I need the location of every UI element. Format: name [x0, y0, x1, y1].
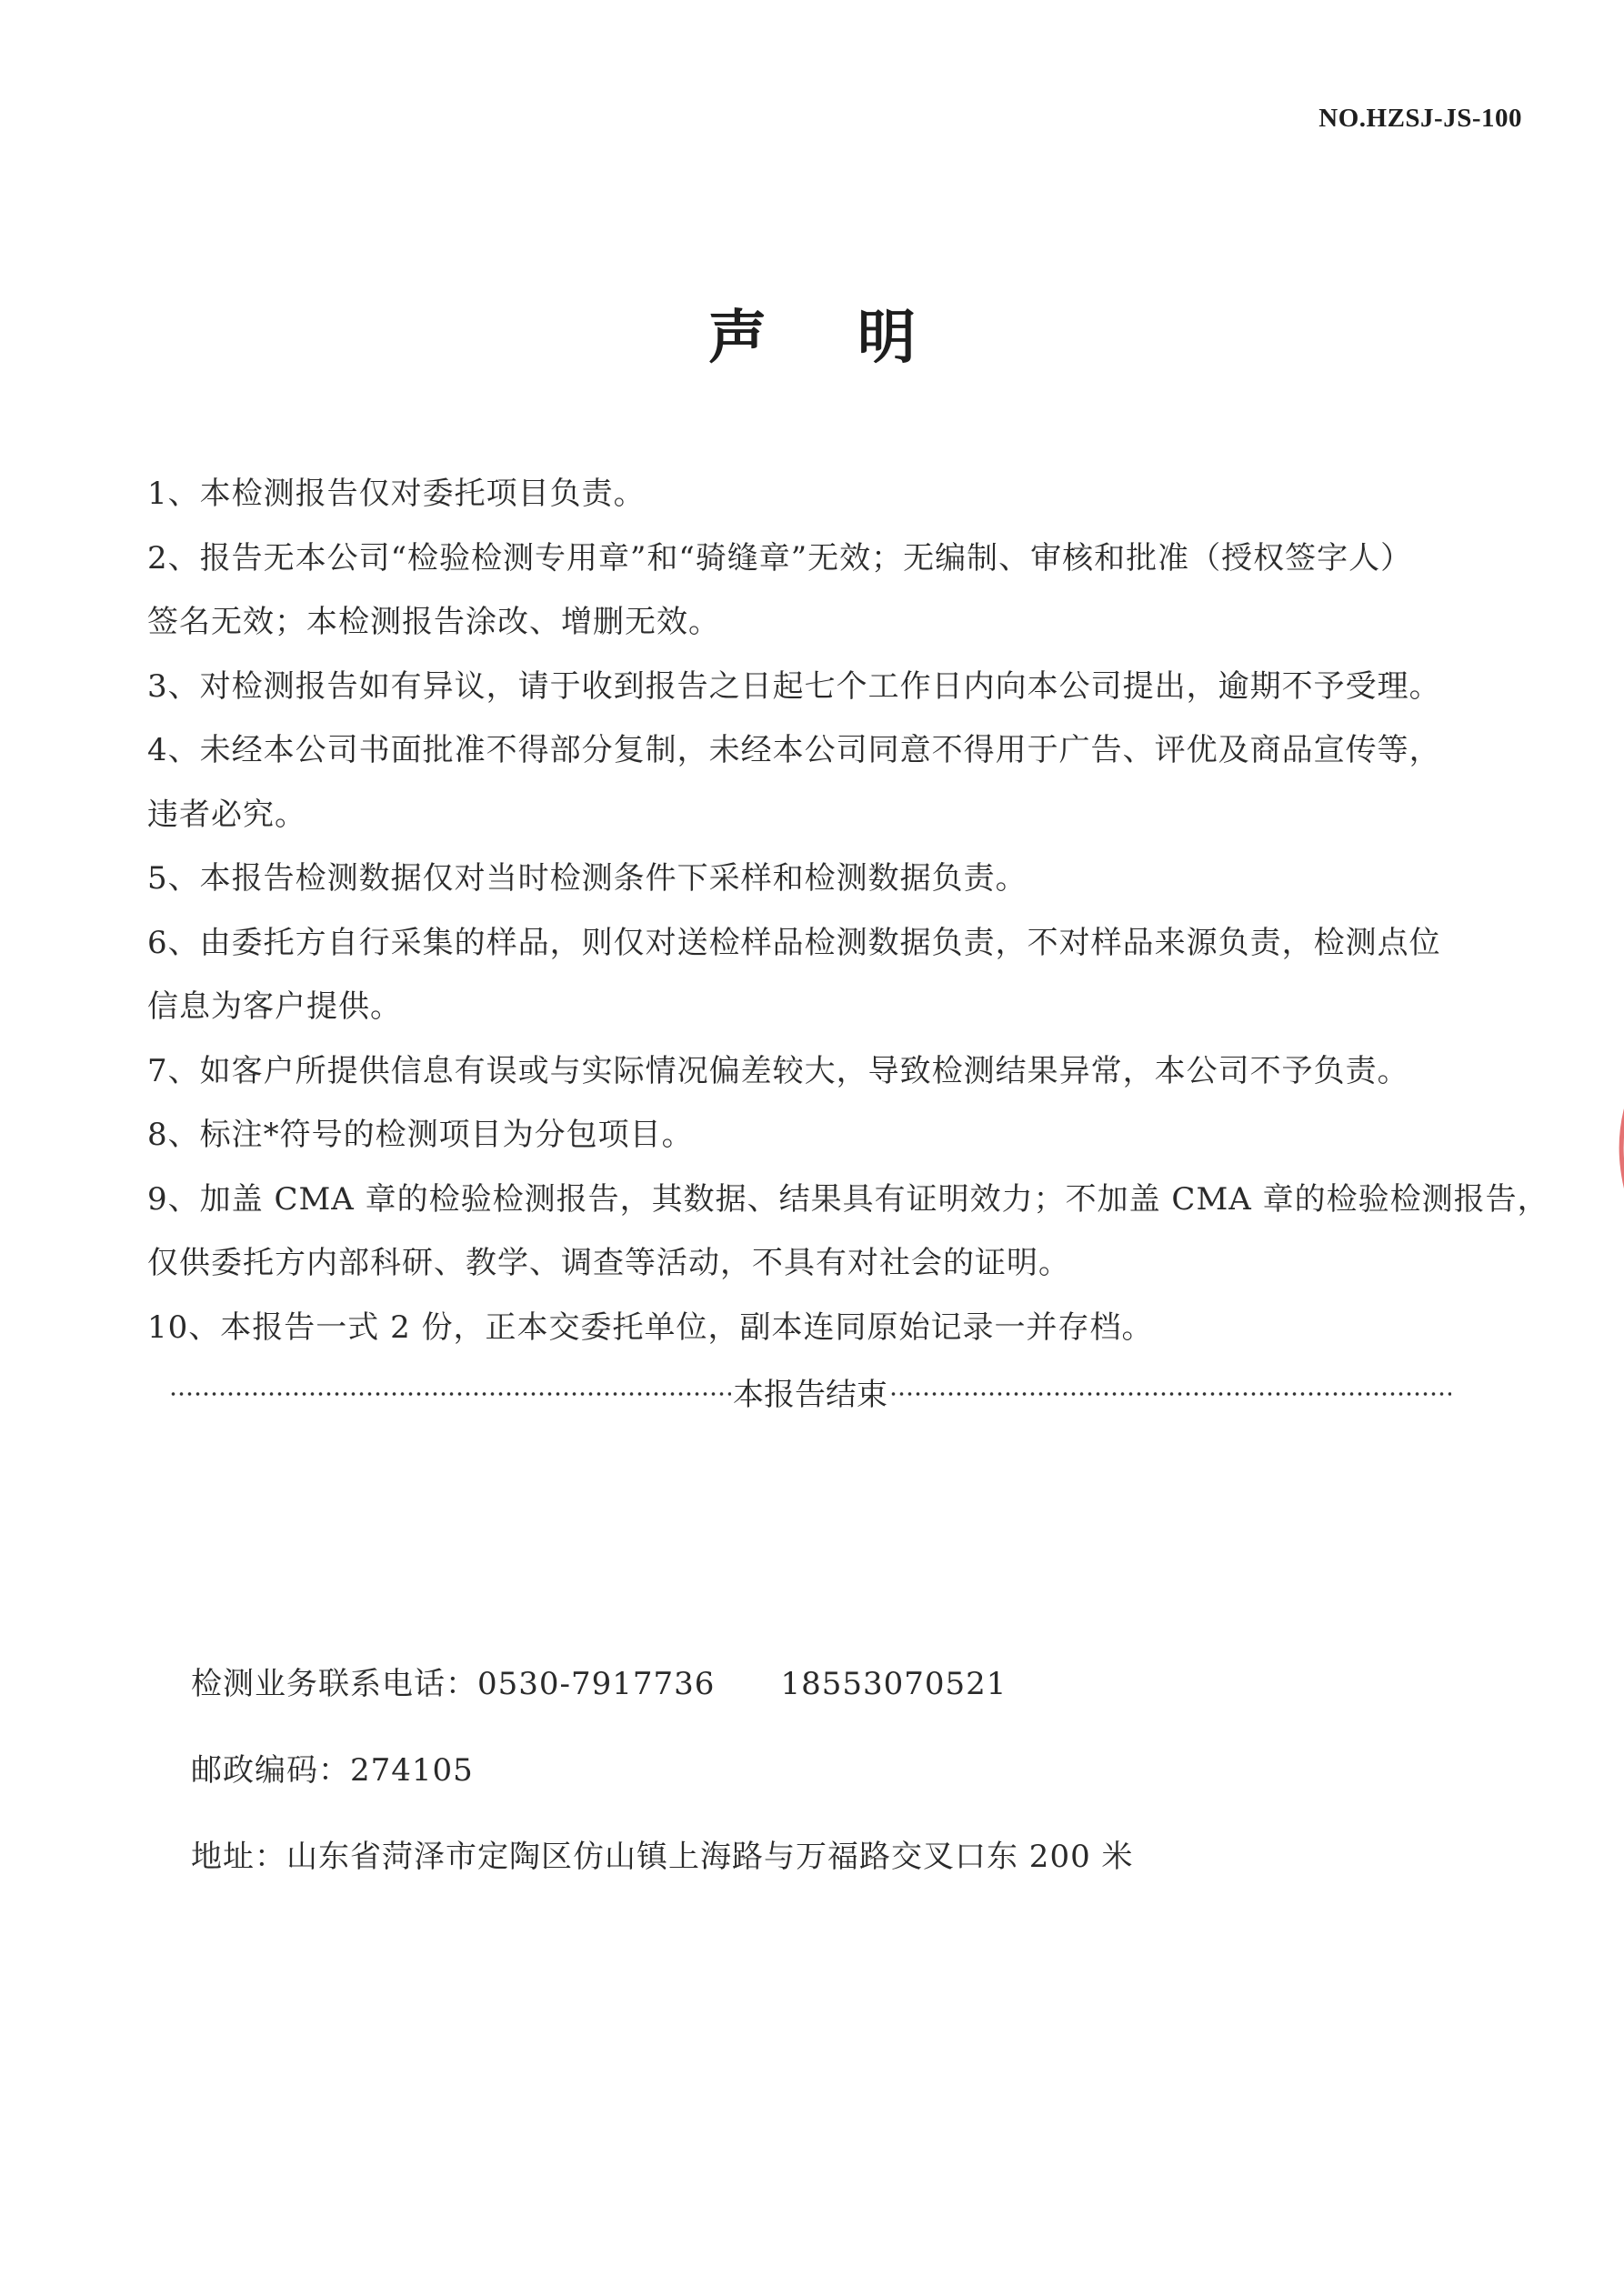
address-line [191, 1830, 1134, 1916]
clause-line: 2、报告无本公司“检验检测专用章”和“骑缝章”无效；无编制、审核和批准（授权签字人） [147, 539, 1413, 577]
clause-line: 3、对检测报告如有异议，请于收到报告之日起七个工作日内向本公司提出，逾期不予受理。 [147, 667, 1441, 705]
clause-line: 5、本报告检测数据仅对当时检测条件下采样和检测数据负责。 [147, 860, 1028, 897]
clause-line: 8、标注*符号的检测项目为分包项目。 [147, 1117, 694, 1153]
phone-number-2: 18553070521 [780, 1666, 1007, 1702]
dotted-leader-left [169, 1392, 731, 1396]
address-label: 地址： [191, 1839, 286, 1875]
clause-line: 10、本报告一式 2 份，正本交委托单位，副本连同原始记录一并存档。 [147, 1308, 1154, 1346]
phone-number-1: 0530-7917736 [477, 1666, 716, 1702]
report-end-marker [169, 1369, 1451, 1414]
statement-clauses [147, 462, 1549, 1359]
phone-label: 检测业务联系电话： [191, 1666, 477, 1702]
address-value: 山东省菏泽市定陶区仿山镇上海路与万福路交叉口东 200 米 [286, 1839, 1134, 1875]
phone-line [191, 1657, 1134, 1743]
clause-line: 签名无效；本检测报告涂改、增删无效。 [147, 604, 720, 640]
clause-line: 仅供委托方内部科研、教学、调查等活动，不具有对社会的证明。 [147, 1245, 1070, 1281]
clause-line: 9、加盖 CMA 章的检验检测报告，其数据、结果具有证明效力；不加盖 CMA 章的检验检测报告， [147, 1180, 1549, 1218]
clause-line: 4、未经本公司书面批准不得部分复制，未经本公司同意不得用于广告、评优及商品宣传等， [147, 732, 1441, 768]
clause-line: 7、如客户所提供信息有误或与实际情况偏差较大，导致检测结果异常，本公司不予负责。 [147, 1052, 1409, 1089]
contact-info [191, 1657, 1134, 1916]
postcode-label: 邮政编码： [191, 1752, 350, 1789]
clause-line: 6、由委托方自行采集的样品，则仅对送检样品检测数据负责，不对样品来源负责，检测点位 [147, 924, 1441, 961]
page-title: 声明 [708, 304, 1007, 372]
clause-line: 违者必究。 [147, 796, 306, 833]
seal-stamp-fragment [1591, 1055, 1624, 1255]
clause-line: 信息为客户提供。 [147, 988, 402, 1025]
postcode-value: 274105 [350, 1752, 474, 1789]
report-end-label: 本报告结束 [733, 1376, 887, 1413]
dotted-leader-right [889, 1392, 1451, 1396]
postcode-line [191, 1743, 1134, 1830]
clause-line: 1、本检测报告仅对委托项目负责。 [147, 476, 646, 512]
document-number: NO.HZSJ-JS-100 [1318, 104, 1522, 133]
